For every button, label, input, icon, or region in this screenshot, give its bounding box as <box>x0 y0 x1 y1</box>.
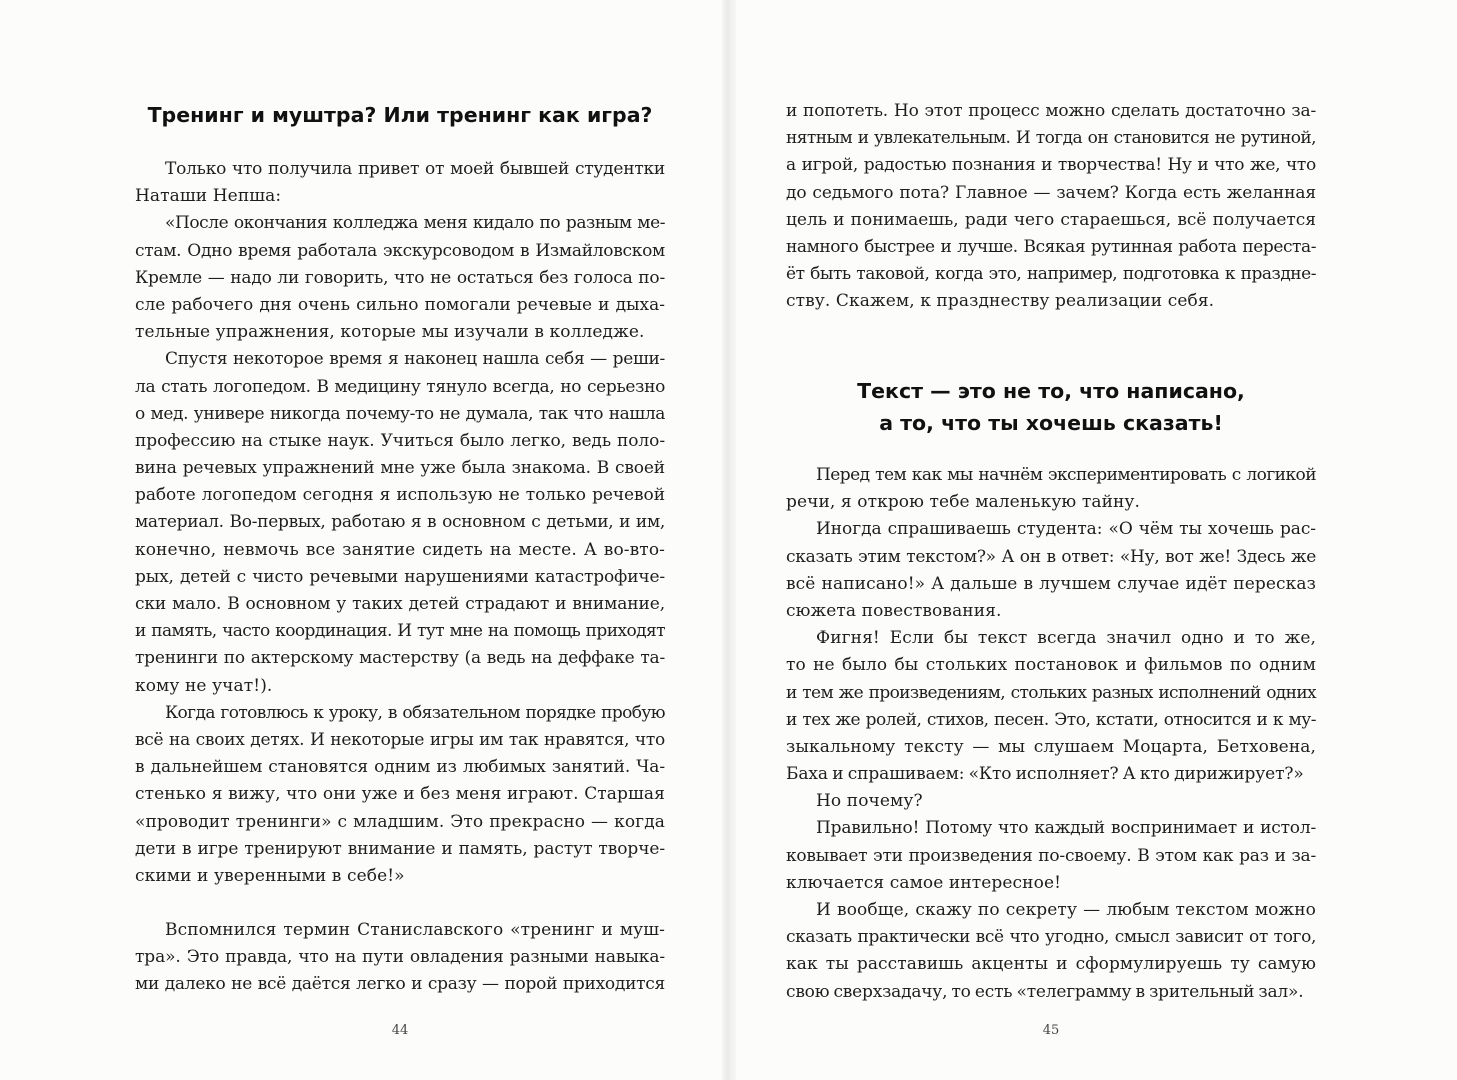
page-number-left: 44 <box>391 1023 409 1038</box>
text-line: Но почему? <box>816 791 923 812</box>
text-line: конечно, невмочь все занятие сидеть на месте. А во-вто- <box>135 539 665 560</box>
text-line: «проводит тренинги» с младшим. Это прекрасно — когда <box>135 811 665 832</box>
text-line: в дальнейшем становятся одним из любимых занятий. Ча- <box>135 757 665 778</box>
text-line: и память, часто координация. И тут мне на помощь приходят <box>135 621 665 642</box>
text-line: сле рабочего дня очень сильно помогали речевые и дыха- <box>135 294 665 315</box>
text-line: Когда готовлюсь к уроку, в обязательном порядке пробую <box>165 702 665 723</box>
left-page-text-block-2 <box>135 917 665 999</box>
text-line: профессию на стыке наук. Учиться было легко, ведь поло- <box>135 430 665 451</box>
right-page <box>786 0 1316 1080</box>
text-line: Наташи Непша: <box>135 186 282 207</box>
text-line: Баха и спрашиваем: «Кто исполняет? А кто дирижирует?» <box>786 764 1304 785</box>
text-line: работе логопедом сегодня я использую не только речевой <box>135 485 665 506</box>
text-line: стам. Одно время работала экскурсоводом в Измайловском <box>135 240 665 261</box>
text-line: ски мало. В основном у таких детей страдают и внимание, <box>135 594 665 614</box>
text-line: рых, детей с чисто речевыми нарушениями катастрофиче- <box>135 566 665 587</box>
text-line: Фигня! Если бы текст всегда значил одно и то же, <box>816 628 1316 649</box>
text-line: и попотеть. Но этот процесс можно сделать достаточно за- <box>786 101 1316 121</box>
text-line: как ты расставишь акценты и сформулируешь ту самую <box>786 954 1316 975</box>
text-line: тренинги по актерскому мастерству (а ведь на деффаке та- <box>135 648 665 669</box>
text-line: то не было бы стольких постановок и фильмов по одним <box>786 655 1316 676</box>
text-line: всё на своих детях. И некоторые игры им так нравятся, что <box>135 729 665 750</box>
text-line: свою сверхзадачу, то есть «телеграмму в зрительный зал». <box>786 981 1304 1002</box>
page-number-right: 45 <box>1042 1023 1060 1038</box>
text-line: всё написано!» А дальше в лучшем случае идёт пересказ <box>786 573 1316 594</box>
text-line: «После окончания колледжа меня кидало по разным ме- <box>165 213 665 234</box>
text-line: Вспомнился термин Станиславского «тренинг и муш- <box>165 920 665 940</box>
text-line: намного быстрее и лучше. Всякая рутинная работа переста- <box>786 236 1316 257</box>
right-page-heading <box>786 375 1316 439</box>
text-line: ми далеко не всё даётся легко и сразу — порой приходится <box>135 974 665 995</box>
text-line: ключается самое интересное! <box>786 872 1062 893</box>
right-page-heading-line-2: а то, что ты хочешь сказать! <box>879 411 1223 435</box>
book-gutter <box>722 0 736 1080</box>
text-line: а игрой, радостью познания и творчества! Ну и что же, что <box>786 155 1316 176</box>
text-line: речи, я открою тебе маленькую тайну. <box>786 492 1141 513</box>
text-line: ковывает эти произведения по-своему. В этом как раз и за- <box>786 845 1316 866</box>
text-line: материал. Во-первых, работаю я в основном с детьми, и им, <box>135 512 665 533</box>
text-line: до седьмого пота? Главное — зачем? Когда есть желанная <box>786 182 1316 203</box>
text-line: кому не учат!). <box>135 675 273 696</box>
left-page-heading: Тренинг и муштра? Или тренинг как игра? <box>147 103 653 127</box>
text-line: Правильно! Потому что каждый воспринимает и истол- <box>816 818 1316 839</box>
text-line: ёт быть таковой, когда это, например, подготовка к праздне- <box>786 264 1316 285</box>
text-line: Кремле — надо ли говорить, что не остаться без голоса по- <box>135 267 665 288</box>
text-line: вина речевых упражнений мне уже была знакома. В своей <box>135 458 665 479</box>
text-line: цель и понимаешь, ради чего стараешься, всё получается <box>786 209 1316 230</box>
left-page <box>135 0 665 1080</box>
text-line: скими и уверенными в себе!» <box>135 865 405 886</box>
text-line: ла стать логопедом. В медицину тянуло всегда, но серьезно <box>135 376 665 397</box>
right-page-text-block-1 <box>786 98 1316 316</box>
text-line: Только что получила привет от моей бывшей студентки <box>165 159 665 179</box>
text-line: и тех же ролей, стихов, песен. Это, кстати, относится и к му- <box>786 709 1316 730</box>
text-line: зыкальному тексту — мы слушаем Моцарта, Бетховена, <box>786 736 1316 757</box>
text-line: и тем же произведениям, стольких разных исполнений одних <box>786 682 1316 703</box>
right-page-text-block-2 <box>786 462 1316 1006</box>
text-line: Иногда спрашиваешь студента: «О чём ты хочешь рас- <box>816 519 1316 540</box>
text-line: Спустя некоторое время я наконец нашла себя — реши- <box>165 349 665 370</box>
text-line: тра». Это правда, что на пути овладения разными навыка- <box>135 947 665 968</box>
text-line: сказать практически всё что угодно, смысл зависит от того, <box>786 927 1316 948</box>
right-page-heading-line-1: Текст — это не то, что написано, <box>857 379 1245 403</box>
text-line: И вообще, скажу по секрету — любым текстом можно <box>816 900 1316 920</box>
text-line: о мед. универе никогда почему-то не думала, так что нашла <box>135 403 665 424</box>
text-line: дети в игре тренируют внимание и память, растут творче- <box>135 838 665 859</box>
text-line: нятным и увлекательным. И тогда он становится не рутиной, <box>786 128 1316 149</box>
text-line: сюжета повествования. <box>786 600 1002 621</box>
text-line: стенько я вижу, что они уже и без меня играют. Старшая <box>135 784 665 805</box>
text-line: Перед тем как мы начнём экспериментировать с логикой <box>816 465 1316 485</box>
text-line: ству. Скажем, к празднеству реализации себя. <box>786 291 1215 312</box>
text-line: тельные упражнения, которые мы изучали в колледже. <box>135 322 645 343</box>
text-line: сказать этим текстом?» А он в ответ: «Ну, вот же! Здесь же <box>786 546 1316 567</box>
left-page-text-block-1 <box>135 156 665 890</box>
